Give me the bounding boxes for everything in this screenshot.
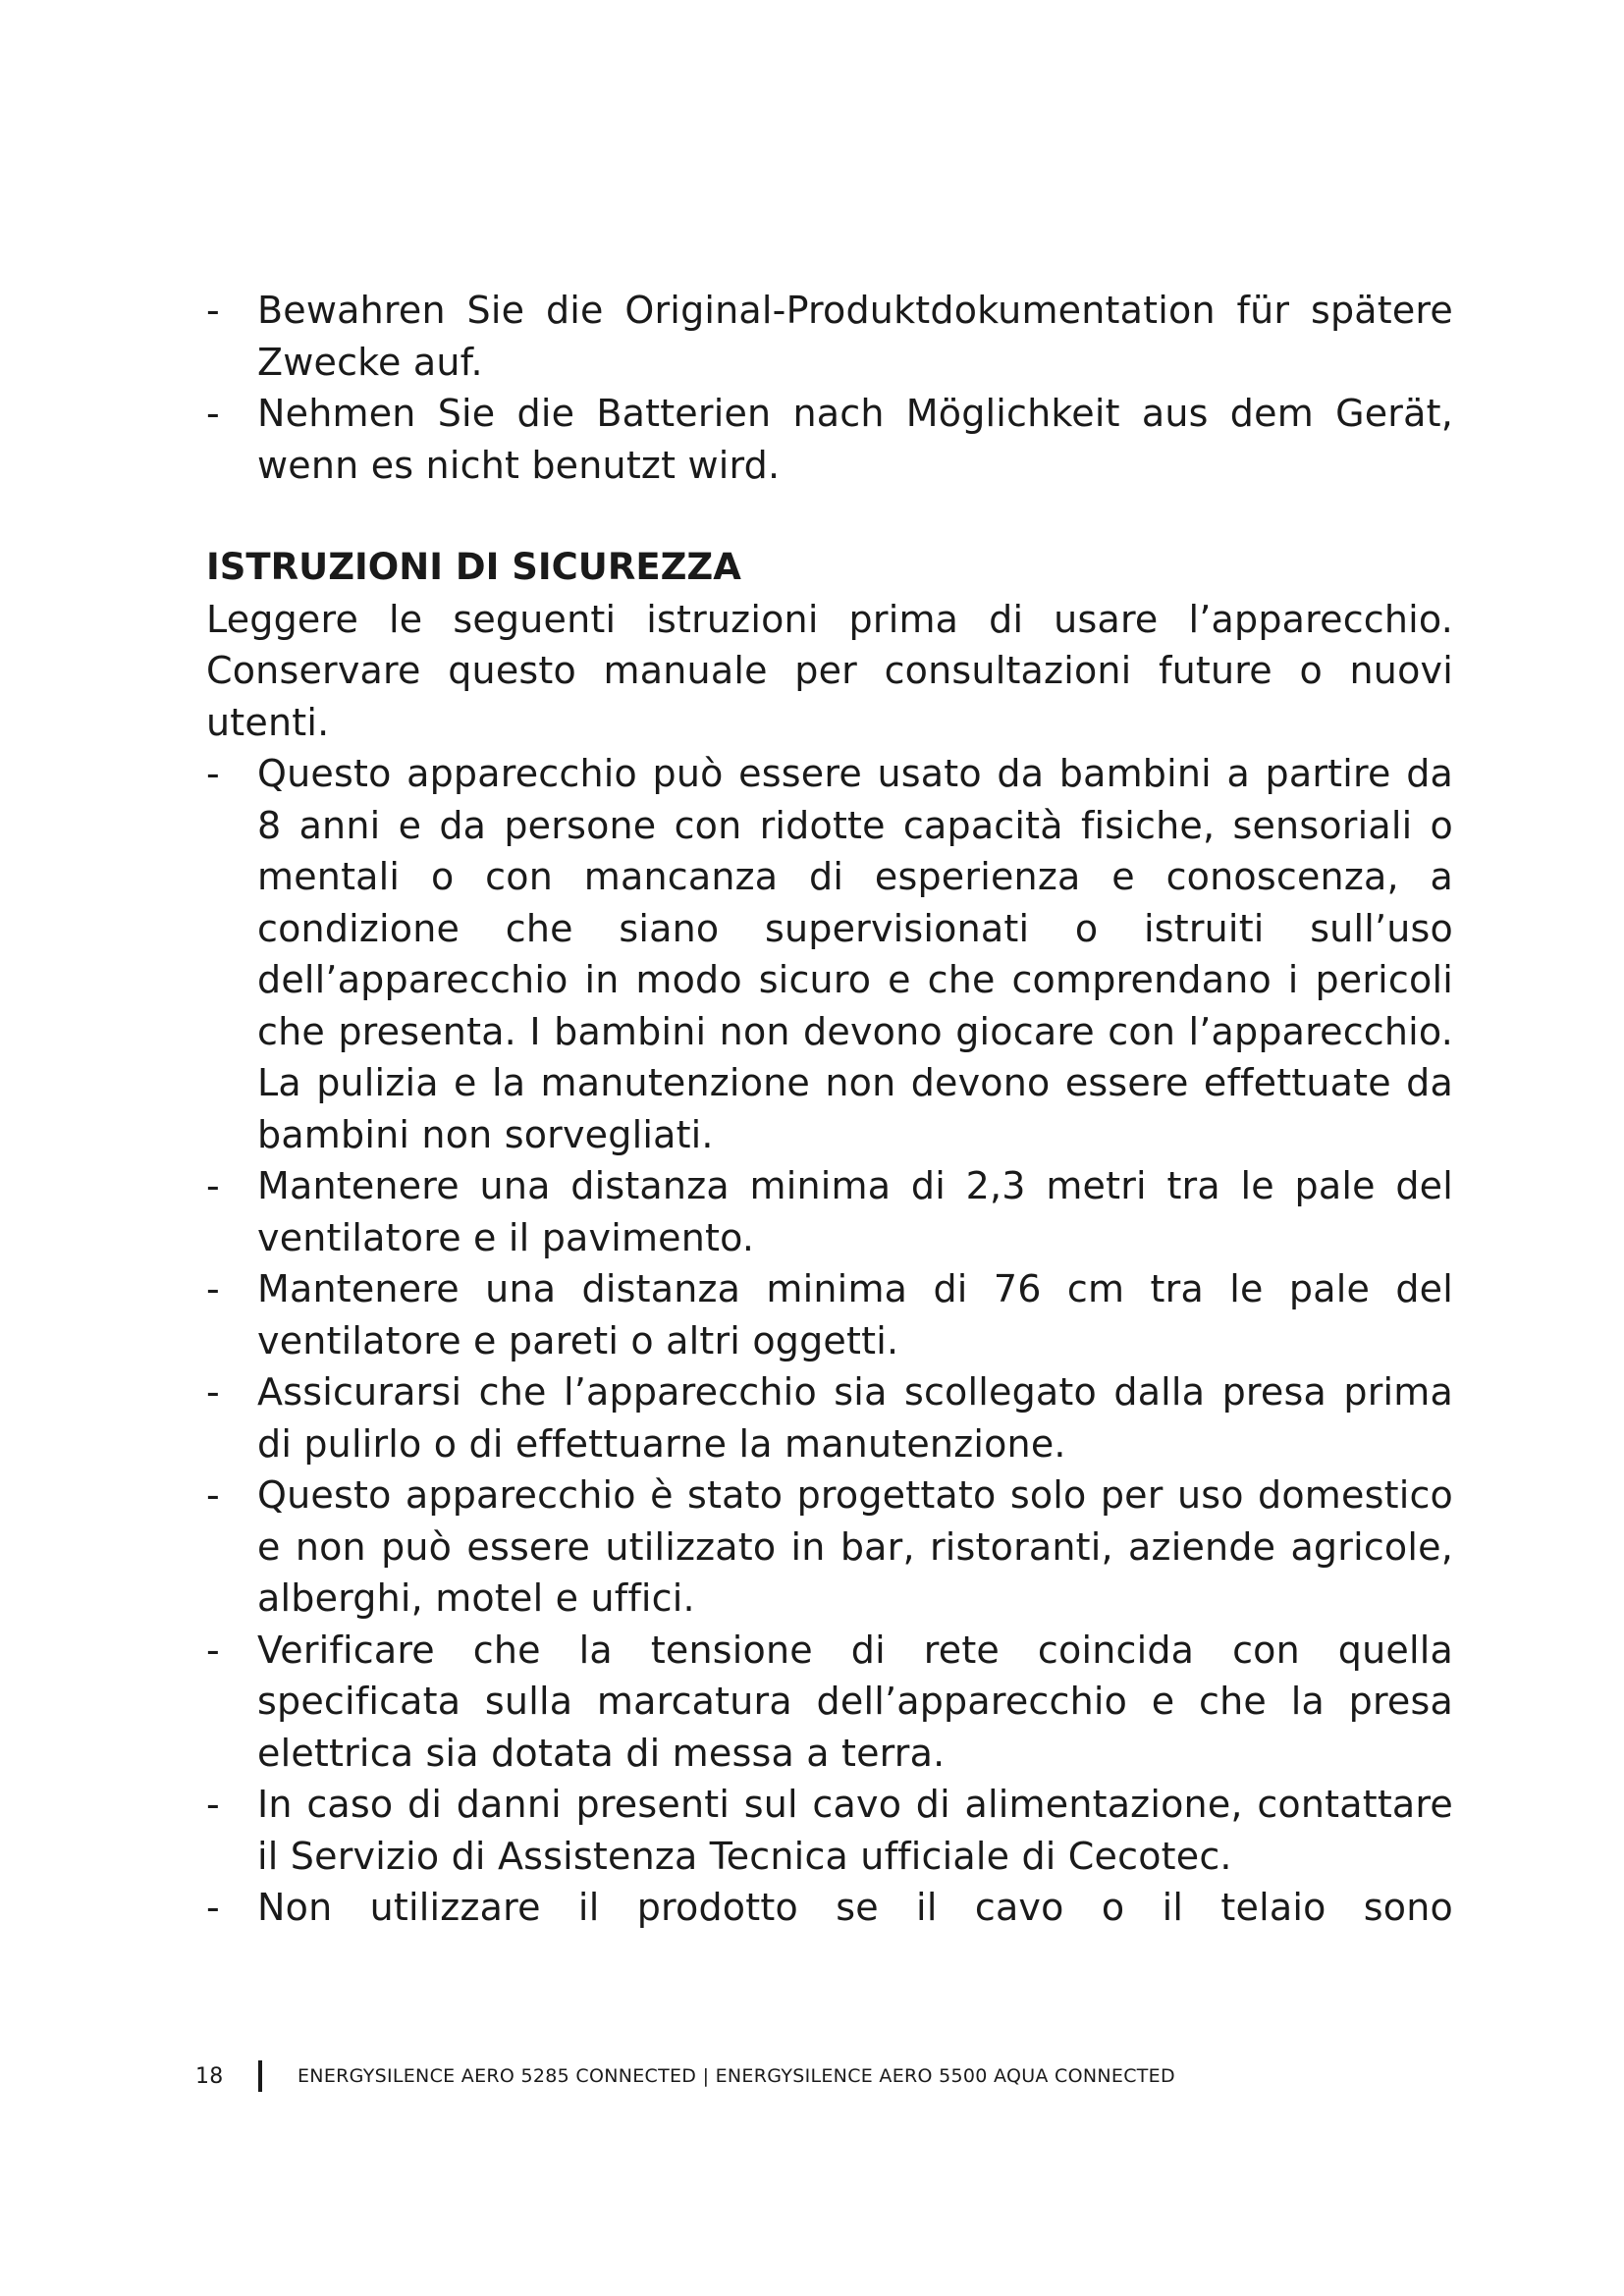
list-item [206,388,1453,491]
list-item [206,285,1453,388]
page-footer [195,2056,1175,2096]
list-item [206,748,1453,1160]
list-item [206,1469,1453,1625]
section-gap [206,491,1453,542]
footer-divider [258,2060,262,2092]
bullet-text: Nehmen Sie die Batterien nach Möglichkeit aus dem Gerät, wenn es nicht benutzt wird. [257,392,1453,487]
bullet-text: Mantenere una distanza minima di 2,3 metri tra le pale del ventilatore e il pavimento. [257,1164,1453,1259]
bullet-text: Questo apparecchio è stato progettato solo per uso domestico e non può essere utilizzato in bar, ristoranti, aziende agricole, alberghi, motel e uffici. [257,1473,1453,1620]
bullet-text: Questo apparecchio può essere usato da bambini a partire da 8 anni e da persone con ridotte capacità fisiche, sensoriali o mentali o con mancanza di esperienza e conoscenza, a condizione che siano supervisionati o istruiti sull’uso dell’apparecchio in modo sicuro e che comprendano i pericoli che presenta. I bambini non devono giocare con l’apparecchio. La pulizia e la manutenzione non devono essere effettuate da bambini non sorvegliati. [257,752,1453,1156]
list-item [206,1263,1453,1366]
list-item [206,1160,1453,1263]
bullet-text: Non utilizzare il prodotto se il cavo o il telaio sono [257,1886,1453,1929]
list-item [206,1625,1453,1780]
list-item [206,1779,1453,1882]
bullet-dash: - [206,752,220,795]
section-title: ISTRUZIONI DI SICUREZZA [206,546,741,588]
bullet-text: In caso di danni presenti sul cavo di alimentazione, contattare il Servizio di Assistenza Tecnica ufficiale di Cecotec. [257,1783,1453,1878]
bullet-dash: - [206,392,220,435]
bullet-dash: - [206,1628,220,1672]
list-item [206,1882,1453,1934]
bullet-dash: - [206,289,220,332]
page-number: 18 [195,2063,224,2089]
bullet-dash: - [206,1370,220,1414]
bullet-dash: - [206,1783,220,1826]
list-item [206,1366,1453,1469]
section-intro: Leggere le seguenti istruzioni prima di usare l’apparecchio. Conservare questo manuale per consultazioni future o nuovi utenti. [206,597,1453,744]
bullet-text: Bewahren Sie die Original-Produktdokumentation für spätere Zwecke auf. [257,289,1453,384]
bullet-dash: - [206,1886,220,1929]
bullet-dash: - [206,1473,220,1517]
bullet-text: Assicurarsi che l’apparecchio sia scollegato dalla presa prima di pulirlo o di effettuarne la manutenzione. [257,1370,1453,1466]
bullet-dash: - [206,1164,220,1207]
bullet-dash: - [206,1267,220,1310]
bullet-text: Mantenere una distanza minima di 76 cm tra le pale del ventilatore e pareti o altri oggetti. [257,1267,1453,1362]
page-content [206,285,1453,1934]
bullet-text: Verificare che la tensione di rete coincida con quella specificata sulla marcatura dell’apparecchio e che la presa elettrica sia dotata di messa a terra. [257,1628,1453,1775]
footer-product-title: ENERGYSILENCE AERO 5285 CONNECTED | ENERGYSILENCE AERO 5500 AQUA CONNECTED [298,2065,1175,2087]
